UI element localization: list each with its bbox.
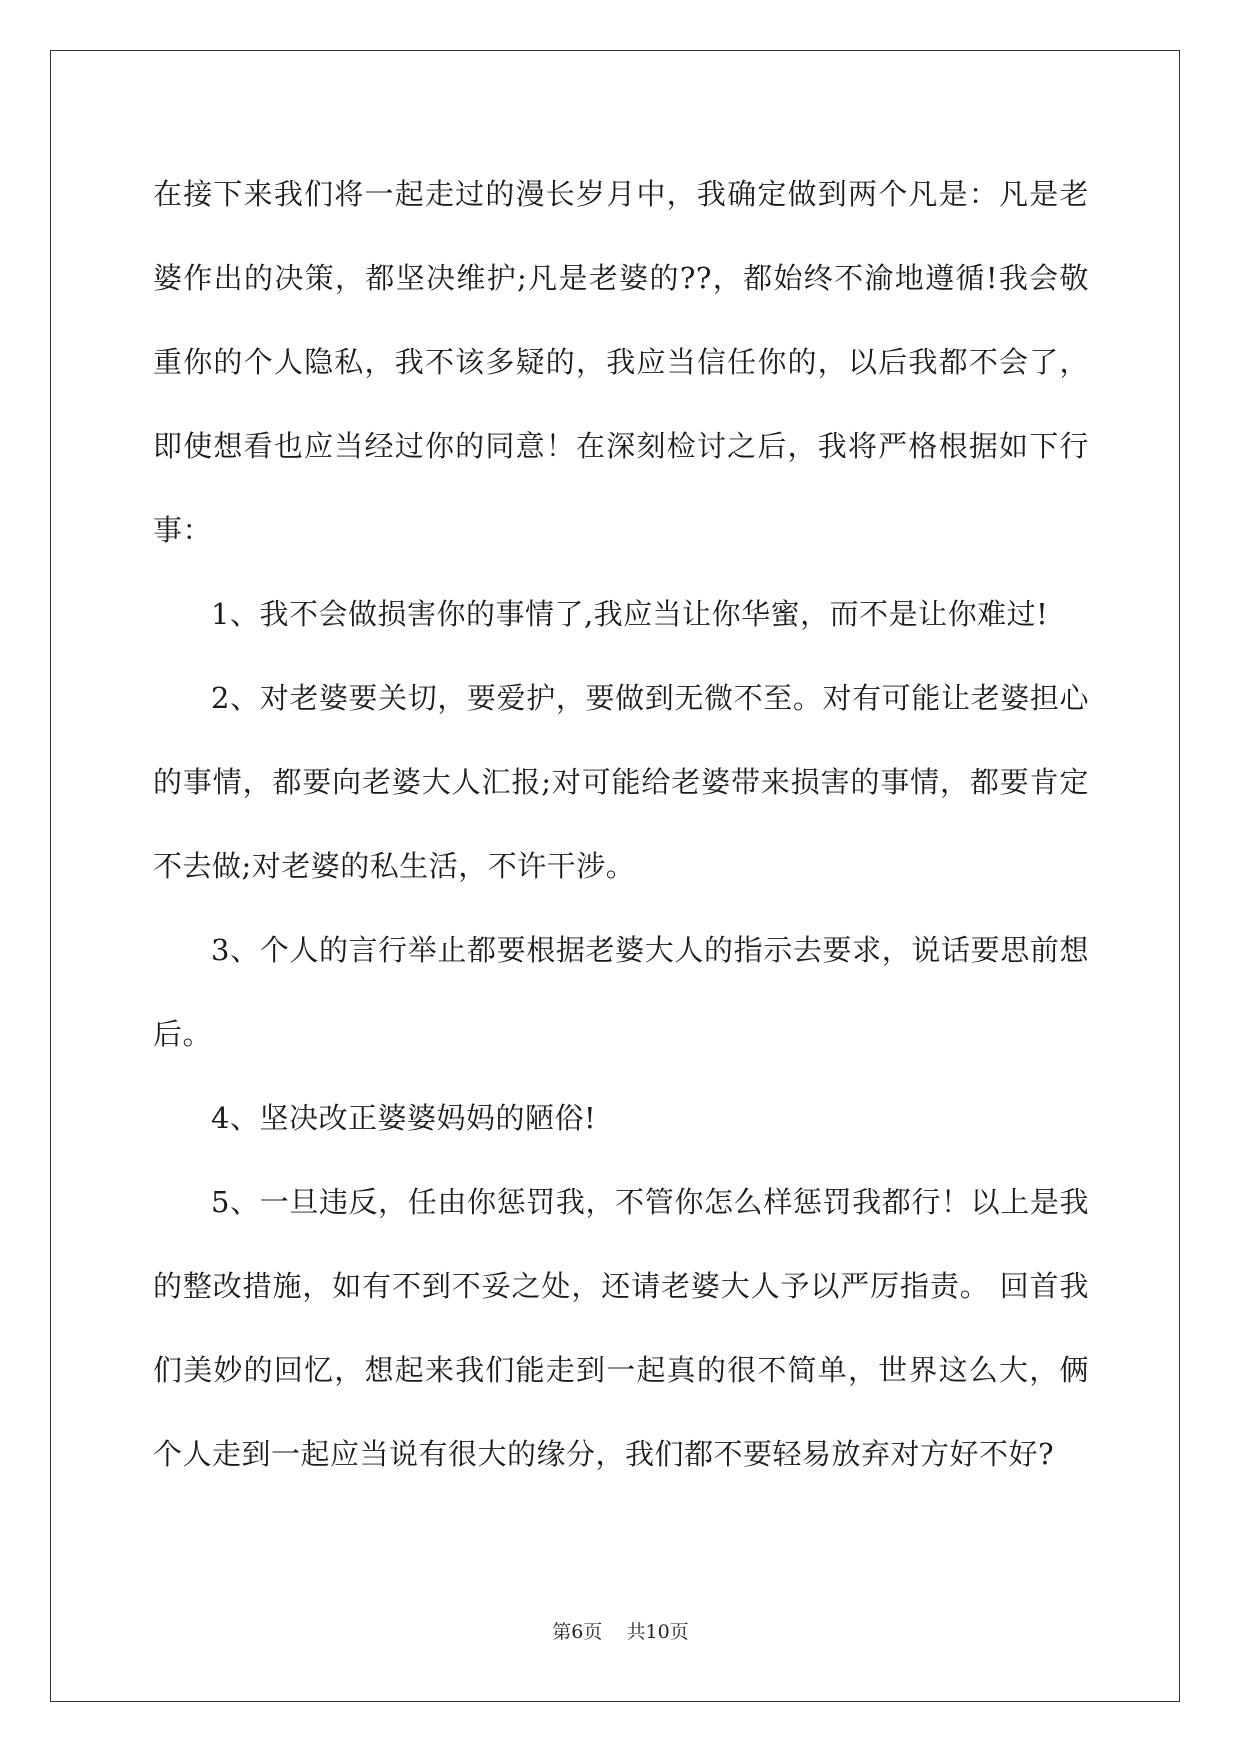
page-total: 共10页	[626, 1621, 689, 1643]
paragraph-item-5: 5、一旦违反，任由你惩罚我，不管你怎么样惩罚我都行！以上是我的整改措施，如有不到不妥之处，还请老婆大人予以严厉指责。 回首我们美妙的回忆，想起来我们能走到一起真的很不简单，世界这么大，俩个人走到一起应当说有很大的缘分，我们都不要轻易放弃对方好不好?	[153, 1185, 1089, 1471]
page-number: 第6页	[552, 1621, 603, 1643]
page-footer	[0, 1617, 1241, 1644]
paragraph-item-3: 3、个人的言行举止都要根据老婆大人的指示去要求，说话要思前想后。	[153, 933, 1089, 1051]
document-body	[153, 152, 1089, 1496]
paragraph-item-2: 2、对老婆要关切，要爱护，要做到无微不至。对有可能让老婆担心的事情，都要向老婆大人汇报;对可能给老婆带来损害的事情，都要肯定不去做;对老婆的私生活，不许干涉。	[153, 681, 1089, 883]
paragraph-item-4: 4、坚决改正婆婆妈妈的陋俗!	[211, 1101, 597, 1135]
paragraph-intro: 在接下来我们将一起走过的漫长岁月中，我确定做到两个凡是：凡是老婆作出的决策，都坚决维护;凡是老婆的??，都始终不渝地遵循!我会敬重你的个人隐私，我不该多疑的，我应当信任你的，以后我都不会了，即使想看也应当经过你的同意！在深刻检讨之后，我将严格根据如下行事：	[153, 177, 1089, 547]
paragraph-item-1: 1、我不会做损害你的事情了,我应当让你华蜜，而不是让你难过!	[211, 597, 1049, 631]
